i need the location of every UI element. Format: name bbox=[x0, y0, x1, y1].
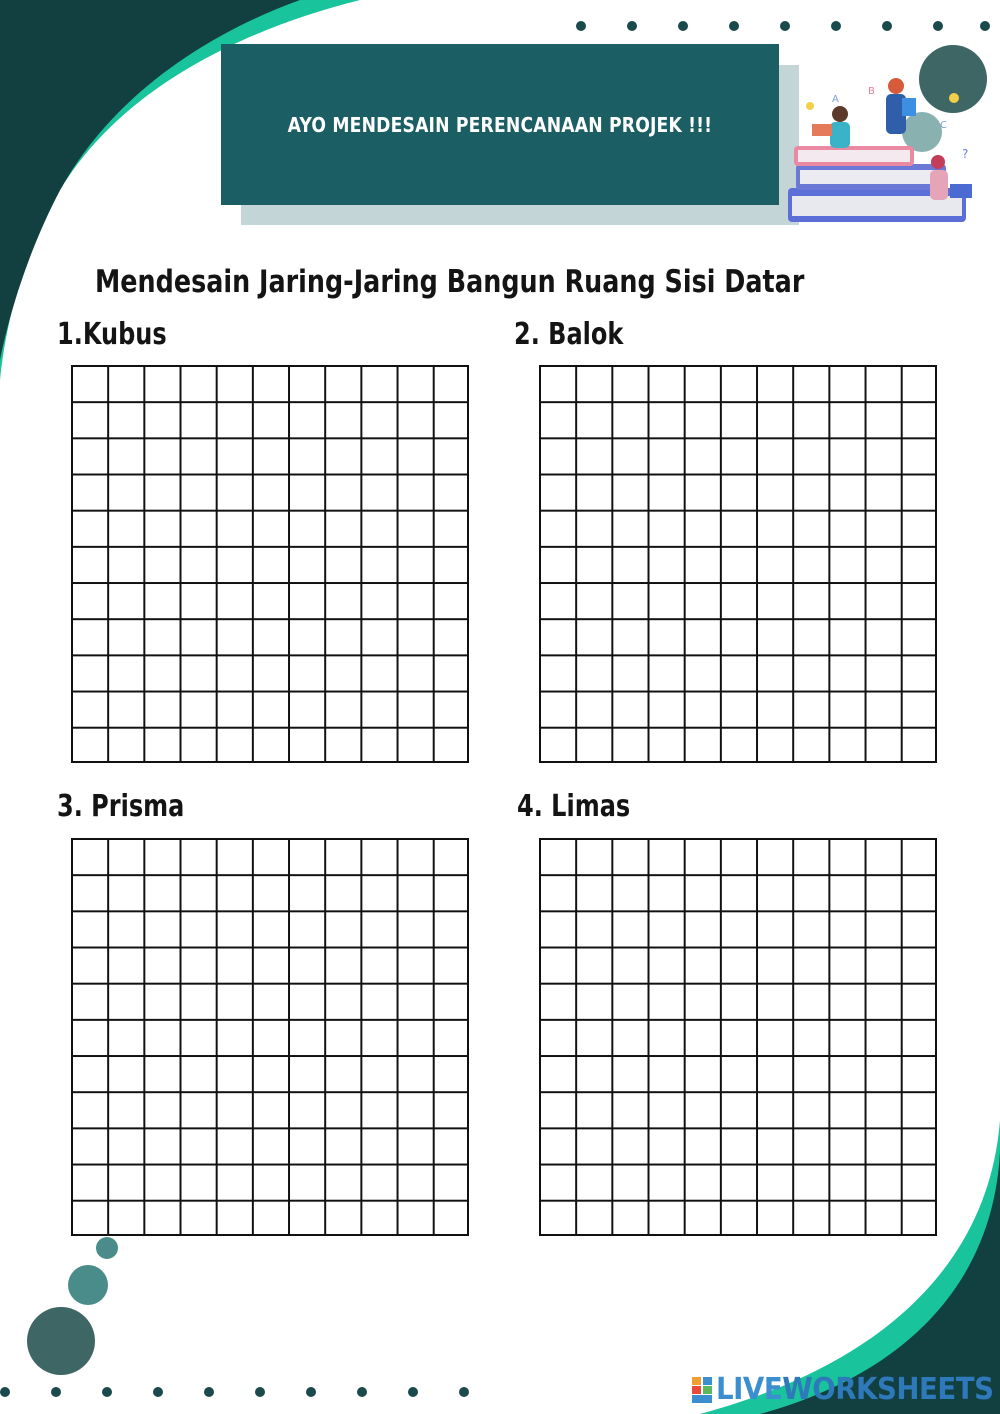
bubble-large bbox=[27, 1307, 95, 1375]
title-banner bbox=[221, 44, 779, 205]
bottom-dot-row bbox=[0, 1387, 469, 1397]
svg-text:C: C bbox=[940, 120, 947, 131]
person-head bbox=[931, 155, 945, 169]
top-dot-row bbox=[576, 21, 990, 31]
watermark-worksheets: WORKSHEETS bbox=[782, 1372, 994, 1407]
book-stack-illustration bbox=[782, 40, 994, 240]
lightbulb-icon bbox=[806, 93, 959, 110]
section-label-balok: 2. Balok bbox=[514, 317, 624, 352]
person-head bbox=[888, 78, 904, 94]
watermark-live: LIVE bbox=[716, 1372, 783, 1407]
svg-text:A: A bbox=[832, 94, 839, 105]
svg-text:B: B bbox=[868, 86, 875, 97]
section-label-prisma: 3. Prisma bbox=[57, 789, 185, 824]
grid-prisma[interactable] bbox=[71, 838, 469, 1236]
person-head bbox=[832, 106, 848, 122]
section-label-limas: 4. Limas bbox=[517, 789, 631, 824]
section-label-kubus: 1.Kubus bbox=[57, 317, 167, 352]
watermark-text bbox=[716, 1372, 994, 1407]
banner-title: AYO MENDESAIN PERENCANAAN PROJEK !!! bbox=[287, 112, 713, 137]
bubble-small bbox=[96, 1237, 118, 1259]
grid-balok[interactable] bbox=[539, 365, 937, 763]
liveworksheets-logo-icon bbox=[692, 1377, 712, 1403]
svg-text:?: ? bbox=[962, 147, 969, 161]
page-heading: Mendesain Jaring-Jaring Bangun Ruang Sisi Datar bbox=[95, 264, 805, 300]
grid-kubus[interactable] bbox=[71, 365, 469, 763]
bubble-medium bbox=[68, 1265, 108, 1305]
grid-limas[interactable] bbox=[539, 838, 937, 1236]
liveworksheets-watermark bbox=[692, 1372, 1000, 1407]
